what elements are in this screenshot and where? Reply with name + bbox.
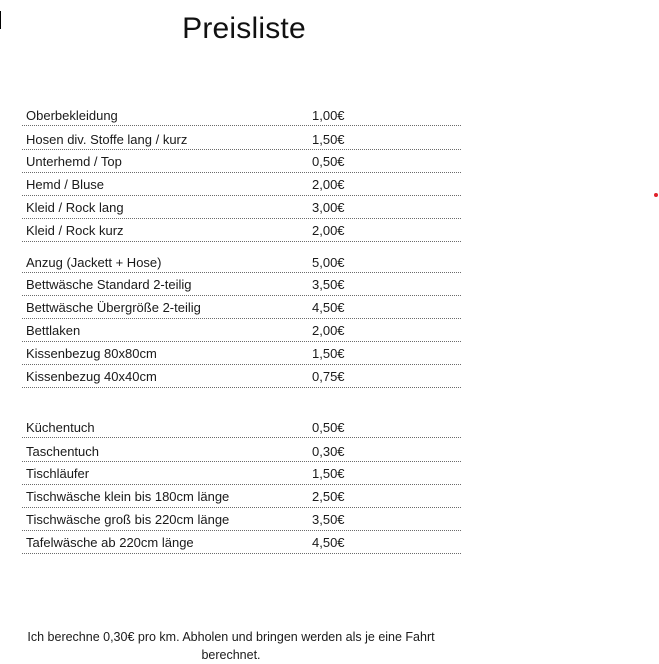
item-name: Kleid / Rock kurz bbox=[26, 223, 124, 238]
item-price: 4,50€ bbox=[312, 300, 345, 315]
item-name: Unterhemd / Top bbox=[26, 154, 122, 169]
item-name: Tischwäsche klein bis 180cm länge bbox=[26, 489, 230, 504]
price-row bbox=[22, 365, 461, 388]
red-dot-marker bbox=[654, 193, 658, 197]
item-price: 5,00€ bbox=[312, 255, 345, 270]
price-row bbox=[22, 173, 461, 196]
item-price: 4,50€ bbox=[312, 535, 345, 550]
price-row bbox=[22, 126, 461, 150]
price-row bbox=[22, 150, 461, 173]
item-name: Bettlaken bbox=[26, 323, 81, 338]
item-price: 0,75€ bbox=[312, 369, 345, 384]
price-list-group-2 bbox=[22, 416, 461, 554]
item-price: 0,30€ bbox=[312, 444, 345, 459]
price-row bbox=[22, 438, 461, 462]
price-row bbox=[22, 508, 461, 531]
item-price: 3,50€ bbox=[312, 277, 345, 292]
item-price: 3,50€ bbox=[312, 512, 345, 527]
item-price: 2,00€ bbox=[312, 323, 345, 338]
price-row bbox=[22, 485, 461, 508]
footer-line-2: berechnet. bbox=[201, 648, 261, 662]
price-row bbox=[22, 296, 461, 319]
item-price: 1,50€ bbox=[312, 346, 345, 361]
price-row bbox=[22, 196, 461, 219]
item-price: 2,50€ bbox=[312, 489, 345, 504]
item-name: Tafelwäsche ab 220cm länge bbox=[26, 535, 194, 550]
price-row bbox=[22, 342, 461, 365]
item-price: 3,00€ bbox=[312, 200, 345, 215]
price-row bbox=[22, 242, 461, 273]
item-price: 0,50€ bbox=[312, 154, 345, 169]
item-name: Kissenbezug 40x40cm bbox=[26, 369, 157, 384]
item-price: 2,00€ bbox=[312, 177, 345, 192]
item-name: Anzug (Jackett + Hose) bbox=[26, 255, 162, 270]
price-row bbox=[22, 273, 461, 296]
page-title: Preisliste bbox=[182, 12, 306, 45]
item-name: Hemd / Bluse bbox=[26, 177, 105, 192]
item-price: 1,50€ bbox=[312, 466, 345, 481]
item-price: 1,50€ bbox=[312, 132, 345, 147]
item-name: Kissenbezug 80x80cm bbox=[26, 346, 157, 361]
item-price: 1,00€ bbox=[312, 108, 345, 123]
item-name: Taschentuch bbox=[26, 444, 99, 459]
item-name: Tischläufer bbox=[26, 466, 90, 481]
footer-line-1: Ich berechne 0,30€ pro km. Abholen und bringen werden als je eine Fahrt bbox=[27, 630, 435, 644]
price-row bbox=[22, 416, 461, 438]
item-name: Hosen div. Stoffe lang / kurz bbox=[26, 132, 188, 147]
item-name: Kleid / Rock lang bbox=[26, 200, 124, 215]
item-price: 2,00€ bbox=[312, 223, 345, 238]
price-list-group-1 bbox=[22, 104, 461, 388]
item-price: 0,50€ bbox=[312, 420, 345, 435]
item-name: Küchentuch bbox=[26, 420, 95, 435]
price-row bbox=[22, 319, 461, 342]
item-name: Tischwäsche groß bis 220cm länge bbox=[26, 512, 230, 527]
price-row bbox=[22, 531, 461, 554]
item-name: Oberbekleidung bbox=[26, 108, 118, 123]
item-name: Bettwäsche Übergröße 2-teilig bbox=[26, 300, 201, 315]
price-row bbox=[22, 219, 461, 242]
item-name: Bettwäsche Standard 2-teilig bbox=[26, 277, 192, 292]
price-row bbox=[22, 104, 461, 126]
price-row bbox=[22, 462, 461, 485]
